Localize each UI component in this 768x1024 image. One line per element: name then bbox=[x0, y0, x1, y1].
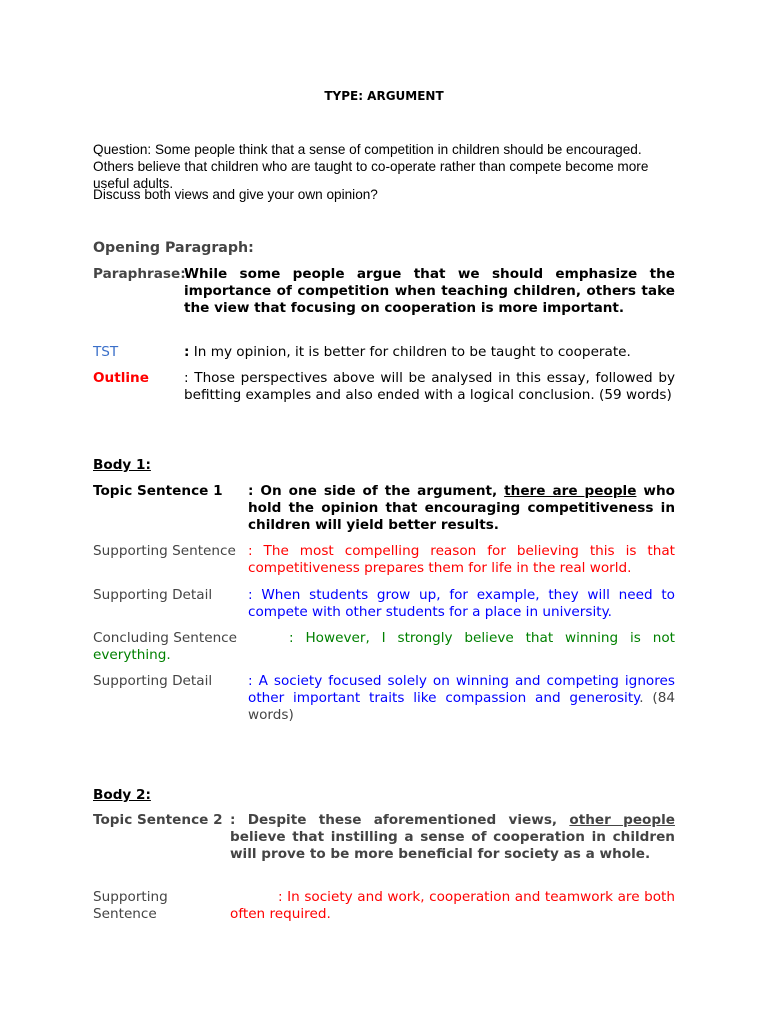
question-text: Question: Some people think that a sense of competition in children should be encouraged. Others believe that children who are taught to co-operate rather than compete become more useful adults. bbox=[93, 142, 649, 191]
body1-topic-label: Topic Sentence 1 bbox=[93, 483, 223, 499]
question-instruction: Discuss both views and give your own opinion? bbox=[93, 187, 378, 202]
body1-concluding-first bbox=[289, 630, 675, 647]
document-type-title: TYPE: ARGUMENT bbox=[324, 89, 444, 103]
body1-detail2-colon: : bbox=[248, 673, 259, 689]
body1-concluding-label: Concluding Sentence bbox=[93, 630, 238, 646]
body2-support-sentence: In society and work, cooperation and teamwork are both often required. bbox=[230, 889, 676, 922]
tst-text: In my opinion, it is better for children to be taught to cooperate. bbox=[189, 344, 631, 360]
body1-topic-row bbox=[93, 483, 675, 533]
tst-content bbox=[184, 344, 675, 361]
paraphrase-label: Paraphrase: bbox=[93, 266, 186, 282]
outline-label: Outline bbox=[93, 370, 149, 386]
body1-detail1-colon: : bbox=[248, 587, 262, 603]
outline-text: : Those perspectives above will be analysed in this essay, followed by befitting examples and also ended with a logical conclusion. (59 words) bbox=[184, 370, 675, 403]
body1-detail1-text bbox=[248, 587, 675, 621]
body2-topic-row bbox=[93, 812, 675, 862]
body2-support-row bbox=[93, 889, 675, 923]
body1-support-label: Supporting Sentence bbox=[93, 543, 236, 559]
body1-detail1-sentence: When students grow up, for example, they will need to compete with other students for a place in university. bbox=[248, 587, 675, 620]
opening-heading: Opening Paragraph: bbox=[93, 240, 254, 256]
body1-topic-underlined: there are people bbox=[504, 483, 637, 499]
body1-detail1-row bbox=[93, 587, 675, 621]
body1-support-colon: : bbox=[248, 543, 264, 559]
body1-support-sentence: The most compelling reason for believing this is that competitiveness prepares them for life in the real world. bbox=[248, 543, 675, 576]
body1-detail2-row bbox=[93, 673, 675, 723]
paraphrase-text: While some people argue that we should emphasize the importance of competition when teaching children, others take the view that focusing on cooperation is more important. bbox=[184, 266, 675, 316]
body1-support-row bbox=[93, 543, 675, 577]
paraphrase-row bbox=[93, 266, 675, 316]
body1-topic-post: who hold the opinion that encouraging competitiveness in children will yield better results. bbox=[248, 483, 675, 533]
body1-detail2-label: Supporting Detail bbox=[93, 673, 213, 689]
body2-support-text bbox=[230, 889, 675, 923]
body1-detail2-sentence: A society focused solely on winning and competing ignores other important traits like compassion and generosity bbox=[248, 673, 675, 706]
body1-detail2-text bbox=[248, 673, 675, 723]
body2-topic-underlined: other people bbox=[569, 812, 675, 828]
outline-row bbox=[93, 370, 675, 404]
body1-detail1-label: Supporting Detail bbox=[93, 587, 213, 603]
body1-topic-text bbox=[248, 483, 675, 533]
body2-heading: Body 2: bbox=[93, 787, 151, 803]
body2-topic-pre: : Despite these aforementioned views, bbox=[230, 812, 570, 828]
tst-label: TST bbox=[93, 344, 119, 360]
body1-support-text bbox=[248, 543, 675, 577]
body2-topic-label: Topic Sentence 2 bbox=[93, 812, 223, 828]
body1-concluding-text-first: However, I strongly believe that winning is not bbox=[305, 630, 675, 646]
body1-topic-pre: : On one side of the argument, bbox=[248, 483, 505, 499]
body2-support-label: Supporting Sentence bbox=[93, 889, 168, 922]
body1-concluding-text-rest: everything. bbox=[93, 646, 171, 663]
tst-colon: : bbox=[184, 344, 190, 360]
body2-topic-text bbox=[230, 812, 675, 862]
body2-topic-post: believe that instilling a sense of cooperation in children will prove to be more beneficial for society as a whole. bbox=[230, 828, 675, 862]
body2-support-colon: : bbox=[278, 889, 288, 905]
body1-heading: Body 1: bbox=[93, 457, 151, 473]
tst-row bbox=[93, 344, 675, 361]
body1-concluding-block bbox=[93, 630, 675, 664]
body1-word-count: . (84 words) bbox=[248, 689, 675, 723]
body1-concluding-row bbox=[93, 630, 675, 647]
body1-concluding-colon: : bbox=[289, 630, 306, 646]
